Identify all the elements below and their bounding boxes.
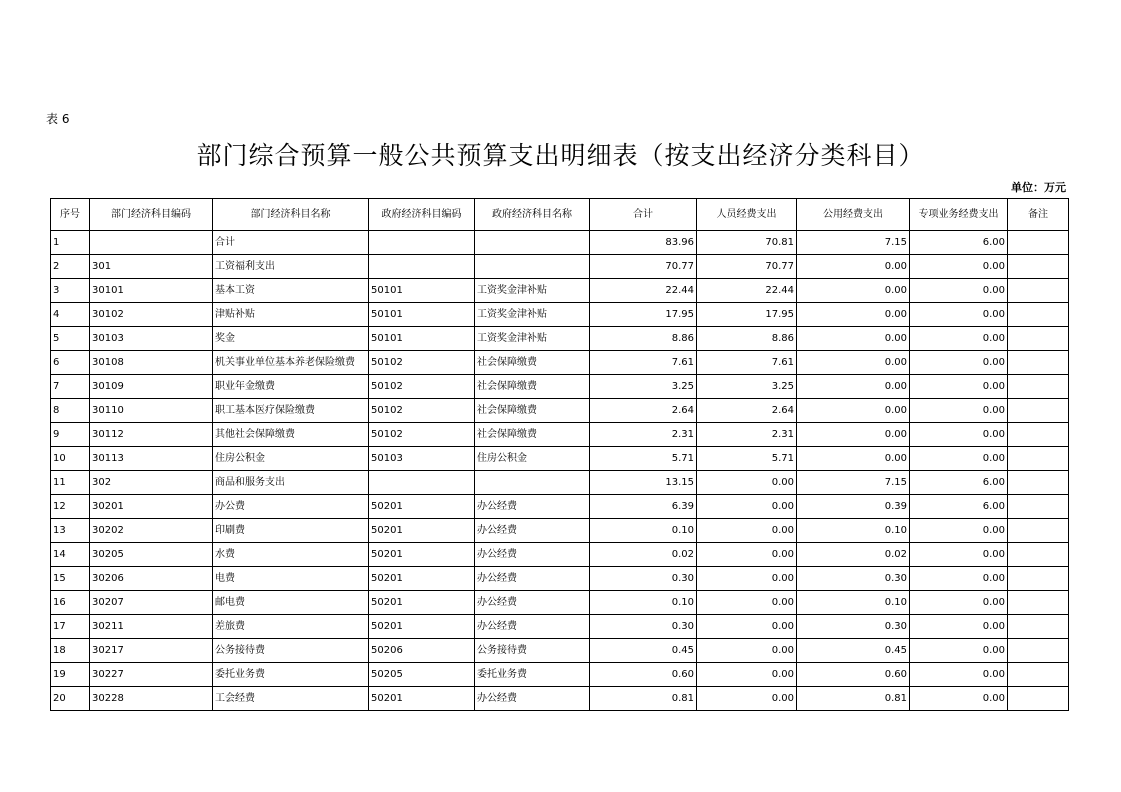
cell-dept-code: 30101 bbox=[90, 279, 213, 303]
cell-gov-name: 社会保障缴费 bbox=[475, 399, 590, 423]
cell-dept-code: 30112 bbox=[90, 423, 213, 447]
cell-total: 2.31 bbox=[590, 423, 697, 447]
cell-note bbox=[1008, 687, 1069, 711]
table-number-label: 表 6 bbox=[46, 112, 70, 126]
cell-special: 0.00 bbox=[910, 447, 1008, 471]
cell-gov-code: 50201 bbox=[369, 615, 475, 639]
cell-dept-name: 水费 bbox=[213, 543, 369, 567]
cell-special: 0.00 bbox=[910, 591, 1008, 615]
cell-gov-code bbox=[369, 471, 475, 495]
header-dept-code: 部门经济科目编码 bbox=[90, 199, 213, 231]
cell-gov-code: 50101 bbox=[369, 279, 475, 303]
cell-gov-name: 办公经费 bbox=[475, 543, 590, 567]
cell-special: 6.00 bbox=[910, 471, 1008, 495]
unit-label: 单位：万元 bbox=[1011, 181, 1066, 194]
cell-gov-name: 委托业务费 bbox=[475, 663, 590, 687]
table-row bbox=[51, 279, 1069, 303]
cell-total: 2.64 bbox=[590, 399, 697, 423]
cell-personnel: 22.44 bbox=[697, 279, 797, 303]
cell-public: 0.00 bbox=[797, 279, 910, 303]
cell-dept-code bbox=[90, 231, 213, 255]
cell-public: 0.00 bbox=[797, 447, 910, 471]
cell-dept-name: 工会经费 bbox=[213, 687, 369, 711]
cell-personnel: 0.00 bbox=[697, 567, 797, 591]
cell-special: 0.00 bbox=[910, 663, 1008, 687]
cell-note bbox=[1008, 519, 1069, 543]
cell-special: 0.00 bbox=[910, 543, 1008, 567]
cell-gov-name: 社会保障缴费 bbox=[475, 375, 590, 399]
cell-gov-name bbox=[475, 255, 590, 279]
cell-dept-code: 30211 bbox=[90, 615, 213, 639]
cell-gov-code bbox=[369, 231, 475, 255]
cell-note bbox=[1008, 231, 1069, 255]
cell-total: 0.45 bbox=[590, 639, 697, 663]
table-row bbox=[51, 423, 1069, 447]
cell-dept-code: 30206 bbox=[90, 567, 213, 591]
cell-dept-name: 电费 bbox=[213, 567, 369, 591]
cell-gov-name: 办公经费 bbox=[475, 615, 590, 639]
cell-special: 0.00 bbox=[910, 327, 1008, 351]
header-seq: 序号 bbox=[51, 199, 90, 231]
cell-dept-code: 30108 bbox=[90, 351, 213, 375]
table-row bbox=[51, 399, 1069, 423]
cell-gov-name: 办公经费 bbox=[475, 519, 590, 543]
cell-dept-code: 30217 bbox=[90, 639, 213, 663]
cell-personnel: 0.00 bbox=[697, 471, 797, 495]
cell-gov-code: 50201 bbox=[369, 495, 475, 519]
header-note: 备注 bbox=[1008, 199, 1069, 231]
cell-dept-name: 职工基本医疗保险缴费 bbox=[213, 399, 369, 423]
table-row bbox=[51, 255, 1069, 279]
cell-public: 0.02 bbox=[797, 543, 910, 567]
table-row bbox=[51, 519, 1069, 543]
table-row bbox=[51, 495, 1069, 519]
cell-gov-name: 办公经费 bbox=[475, 567, 590, 591]
cell-special: 0.00 bbox=[910, 255, 1008, 279]
header-personnel: 人员经费支出 bbox=[697, 199, 797, 231]
cell-public: 7.15 bbox=[797, 471, 910, 495]
cell-gov-name: 公务接待费 bbox=[475, 639, 590, 663]
header-public: 公用经费支出 bbox=[797, 199, 910, 231]
header-dept-name: 部门经济科目名称 bbox=[213, 199, 369, 231]
table-row bbox=[51, 591, 1069, 615]
cell-dept-name: 公务接待费 bbox=[213, 639, 369, 663]
cell-dept-code: 30109 bbox=[90, 375, 213, 399]
table-row bbox=[51, 567, 1069, 591]
cell-seq: 15 bbox=[51, 567, 90, 591]
cell-gov-name bbox=[475, 231, 590, 255]
cell-total: 0.10 bbox=[590, 519, 697, 543]
cell-gov-name bbox=[475, 471, 590, 495]
cell-note bbox=[1008, 279, 1069, 303]
cell-gov-code: 50101 bbox=[369, 303, 475, 327]
cell-personnel: 0.00 bbox=[697, 519, 797, 543]
cell-gov-name: 工资奖金津补贴 bbox=[475, 279, 590, 303]
cell-total: 22.44 bbox=[590, 279, 697, 303]
cell-total: 8.86 bbox=[590, 327, 697, 351]
cell-seq: 10 bbox=[51, 447, 90, 471]
cell-gov-name: 办公经费 bbox=[475, 591, 590, 615]
table-row bbox=[51, 471, 1069, 495]
cell-gov-name: 办公经费 bbox=[475, 687, 590, 711]
cell-special: 0.00 bbox=[910, 639, 1008, 663]
cell-gov-name: 社会保障缴费 bbox=[475, 423, 590, 447]
cell-gov-code: 50205 bbox=[369, 663, 475, 687]
cell-gov-code: 50201 bbox=[369, 519, 475, 543]
cell-personnel: 70.77 bbox=[697, 255, 797, 279]
table-row bbox=[51, 327, 1069, 351]
cell-dept-code: 30110 bbox=[90, 399, 213, 423]
cell-gov-code: 50201 bbox=[369, 687, 475, 711]
cell-seq: 11 bbox=[51, 471, 90, 495]
cell-dept-code: 30201 bbox=[90, 495, 213, 519]
cell-special: 6.00 bbox=[910, 495, 1008, 519]
table-row bbox=[51, 639, 1069, 663]
cell-total: 0.30 bbox=[590, 567, 697, 591]
cell-gov-code bbox=[369, 255, 475, 279]
cell-seq: 5 bbox=[51, 327, 90, 351]
cell-special: 0.00 bbox=[910, 519, 1008, 543]
cell-total: 3.25 bbox=[590, 375, 697, 399]
cell-special: 0.00 bbox=[910, 423, 1008, 447]
cell-personnel: 0.00 bbox=[697, 543, 797, 567]
cell-public: 0.00 bbox=[797, 399, 910, 423]
cell-dept-name: 机关事业单位基本养老保险缴费 bbox=[213, 351, 369, 375]
cell-note bbox=[1008, 471, 1069, 495]
cell-note bbox=[1008, 351, 1069, 375]
cell-total: 0.02 bbox=[590, 543, 697, 567]
cell-special: 0.00 bbox=[910, 687, 1008, 711]
cell-public: 0.00 bbox=[797, 423, 910, 447]
cell-personnel: 2.31 bbox=[697, 423, 797, 447]
cell-note bbox=[1008, 375, 1069, 399]
cell-personnel: 17.95 bbox=[697, 303, 797, 327]
cell-total: 5.71 bbox=[590, 447, 697, 471]
cell-special: 0.00 bbox=[910, 303, 1008, 327]
cell-seq: 20 bbox=[51, 687, 90, 711]
cell-public: 0.60 bbox=[797, 663, 910, 687]
cell-personnel: 2.64 bbox=[697, 399, 797, 423]
cell-dept-code: 30102 bbox=[90, 303, 213, 327]
cell-dept-name: 津贴补贴 bbox=[213, 303, 369, 327]
cell-gov-name: 办公经费 bbox=[475, 495, 590, 519]
cell-public: 0.00 bbox=[797, 255, 910, 279]
cell-gov-code: 50201 bbox=[369, 567, 475, 591]
cell-gov-name: 住房公积金 bbox=[475, 447, 590, 471]
header-gov-code: 政府经济科目编码 bbox=[369, 199, 475, 231]
table-row bbox=[51, 351, 1069, 375]
header-total: 合计 bbox=[590, 199, 697, 231]
cell-dept-name: 办公费 bbox=[213, 495, 369, 519]
cell-personnel: 70.81 bbox=[697, 231, 797, 255]
cell-public: 0.45 bbox=[797, 639, 910, 663]
cell-note bbox=[1008, 639, 1069, 663]
expenditure-table bbox=[50, 198, 1069, 711]
cell-special: 0.00 bbox=[910, 351, 1008, 375]
cell-dept-name: 商品和服务支出 bbox=[213, 471, 369, 495]
cell-dept-code: 302 bbox=[90, 471, 213, 495]
cell-public: 0.30 bbox=[797, 567, 910, 591]
cell-personnel: 0.00 bbox=[697, 615, 797, 639]
cell-dept-name: 邮电费 bbox=[213, 591, 369, 615]
cell-total: 0.10 bbox=[590, 591, 697, 615]
cell-public: 0.10 bbox=[797, 519, 910, 543]
cell-seq: 8 bbox=[51, 399, 90, 423]
cell-seq: 4 bbox=[51, 303, 90, 327]
cell-gov-name: 社会保障缴费 bbox=[475, 351, 590, 375]
cell-seq: 1 bbox=[51, 231, 90, 255]
cell-public: 7.15 bbox=[797, 231, 910, 255]
cell-total: 17.95 bbox=[590, 303, 697, 327]
cell-special: 0.00 bbox=[910, 399, 1008, 423]
cell-dept-name: 基本工资 bbox=[213, 279, 369, 303]
cell-personnel: 7.61 bbox=[697, 351, 797, 375]
cell-gov-code: 50101 bbox=[369, 327, 475, 351]
cell-dept-name: 印刷费 bbox=[213, 519, 369, 543]
cell-dept-code: 30227 bbox=[90, 663, 213, 687]
cell-total: 70.77 bbox=[590, 255, 697, 279]
cell-public: 0.81 bbox=[797, 687, 910, 711]
cell-dept-code: 30205 bbox=[90, 543, 213, 567]
cell-public: 0.00 bbox=[797, 351, 910, 375]
cell-gov-code: 50102 bbox=[369, 351, 475, 375]
cell-dept-code: 30113 bbox=[90, 447, 213, 471]
cell-special: 6.00 bbox=[910, 231, 1008, 255]
cell-personnel: 8.86 bbox=[697, 327, 797, 351]
cell-seq: 9 bbox=[51, 423, 90, 447]
table-row bbox=[51, 687, 1069, 711]
cell-personnel: 0.00 bbox=[697, 591, 797, 615]
cell-note bbox=[1008, 543, 1069, 567]
cell-special: 0.00 bbox=[910, 279, 1008, 303]
table-row bbox=[51, 447, 1069, 471]
cell-special: 0.00 bbox=[910, 615, 1008, 639]
table-row bbox=[51, 231, 1069, 255]
cell-note bbox=[1008, 399, 1069, 423]
cell-public: 0.39 bbox=[797, 495, 910, 519]
cell-note bbox=[1008, 567, 1069, 591]
cell-total: 83.96 bbox=[590, 231, 697, 255]
cell-total: 0.30 bbox=[590, 615, 697, 639]
cell-gov-code: 50102 bbox=[369, 399, 475, 423]
cell-seq: 12 bbox=[51, 495, 90, 519]
cell-total: 6.39 bbox=[590, 495, 697, 519]
cell-gov-code: 50102 bbox=[369, 423, 475, 447]
cell-personnel: 0.00 bbox=[697, 639, 797, 663]
cell-gov-code: 50201 bbox=[369, 543, 475, 567]
cell-total: 0.81 bbox=[590, 687, 697, 711]
cell-gov-code: 50102 bbox=[369, 375, 475, 399]
cell-dept-code: 30228 bbox=[90, 687, 213, 711]
cell-public: 0.00 bbox=[797, 303, 910, 327]
cell-seq: 3 bbox=[51, 279, 90, 303]
table-row bbox=[51, 663, 1069, 687]
cell-gov-code: 50103 bbox=[369, 447, 475, 471]
cell-total: 0.60 bbox=[590, 663, 697, 687]
cell-dept-name: 奖金 bbox=[213, 327, 369, 351]
cell-note bbox=[1008, 255, 1069, 279]
cell-seq: 14 bbox=[51, 543, 90, 567]
table-row bbox=[51, 543, 1069, 567]
cell-note bbox=[1008, 327, 1069, 351]
cell-gov-name: 工资奖金津补贴 bbox=[475, 327, 590, 351]
cell-public: 0.00 bbox=[797, 375, 910, 399]
cell-gov-code: 50201 bbox=[369, 591, 475, 615]
cell-dept-name: 工资福利支出 bbox=[213, 255, 369, 279]
cell-personnel: 3.25 bbox=[697, 375, 797, 399]
cell-note bbox=[1008, 447, 1069, 471]
header-special: 专项业务经费支出 bbox=[910, 199, 1008, 231]
table-header-row bbox=[51, 199, 1069, 231]
page-title: 部门综合预算一般公共预算支出明细表（按支出经济分类科目） bbox=[196, 141, 925, 170]
cell-personnel: 0.00 bbox=[697, 495, 797, 519]
cell-public: 0.30 bbox=[797, 615, 910, 639]
cell-note bbox=[1008, 303, 1069, 327]
cell-dept-name: 差旅费 bbox=[213, 615, 369, 639]
cell-total: 7.61 bbox=[590, 351, 697, 375]
cell-personnel: 0.00 bbox=[697, 687, 797, 711]
cell-gov-name: 工资奖金津补贴 bbox=[475, 303, 590, 327]
cell-public: 0.00 bbox=[797, 327, 910, 351]
table-row bbox=[51, 615, 1069, 639]
cell-dept-name: 其他社会保障缴费 bbox=[213, 423, 369, 447]
cell-dept-code: 30207 bbox=[90, 591, 213, 615]
cell-seq: 7 bbox=[51, 375, 90, 399]
cell-total: 13.15 bbox=[590, 471, 697, 495]
cell-note bbox=[1008, 423, 1069, 447]
cell-dept-code: 30202 bbox=[90, 519, 213, 543]
header-gov-name: 政府经济科目名称 bbox=[475, 199, 590, 231]
cell-dept-code: 30103 bbox=[90, 327, 213, 351]
cell-seq: 2 bbox=[51, 255, 90, 279]
cell-personnel: 0.00 bbox=[697, 663, 797, 687]
cell-seq: 17 bbox=[51, 615, 90, 639]
cell-dept-name: 住房公积金 bbox=[213, 447, 369, 471]
cell-dept-name: 职业年金缴费 bbox=[213, 375, 369, 399]
cell-personnel: 5.71 bbox=[697, 447, 797, 471]
cell-seq: 13 bbox=[51, 519, 90, 543]
cell-public: 0.10 bbox=[797, 591, 910, 615]
cell-seq: 18 bbox=[51, 639, 90, 663]
cell-dept-code: 301 bbox=[90, 255, 213, 279]
cell-note bbox=[1008, 663, 1069, 687]
cell-seq: 16 bbox=[51, 591, 90, 615]
cell-note bbox=[1008, 615, 1069, 639]
table-row bbox=[51, 375, 1069, 399]
cell-gov-code: 50206 bbox=[369, 639, 475, 663]
cell-note bbox=[1008, 591, 1069, 615]
cell-seq: 6 bbox=[51, 351, 90, 375]
cell-special: 0.00 bbox=[910, 375, 1008, 399]
cell-note bbox=[1008, 495, 1069, 519]
cell-dept-name: 委托业务费 bbox=[213, 663, 369, 687]
cell-seq: 19 bbox=[51, 663, 90, 687]
cell-special: 0.00 bbox=[910, 567, 1008, 591]
table-row bbox=[51, 303, 1069, 327]
cell-dept-name: 合计 bbox=[213, 231, 369, 255]
